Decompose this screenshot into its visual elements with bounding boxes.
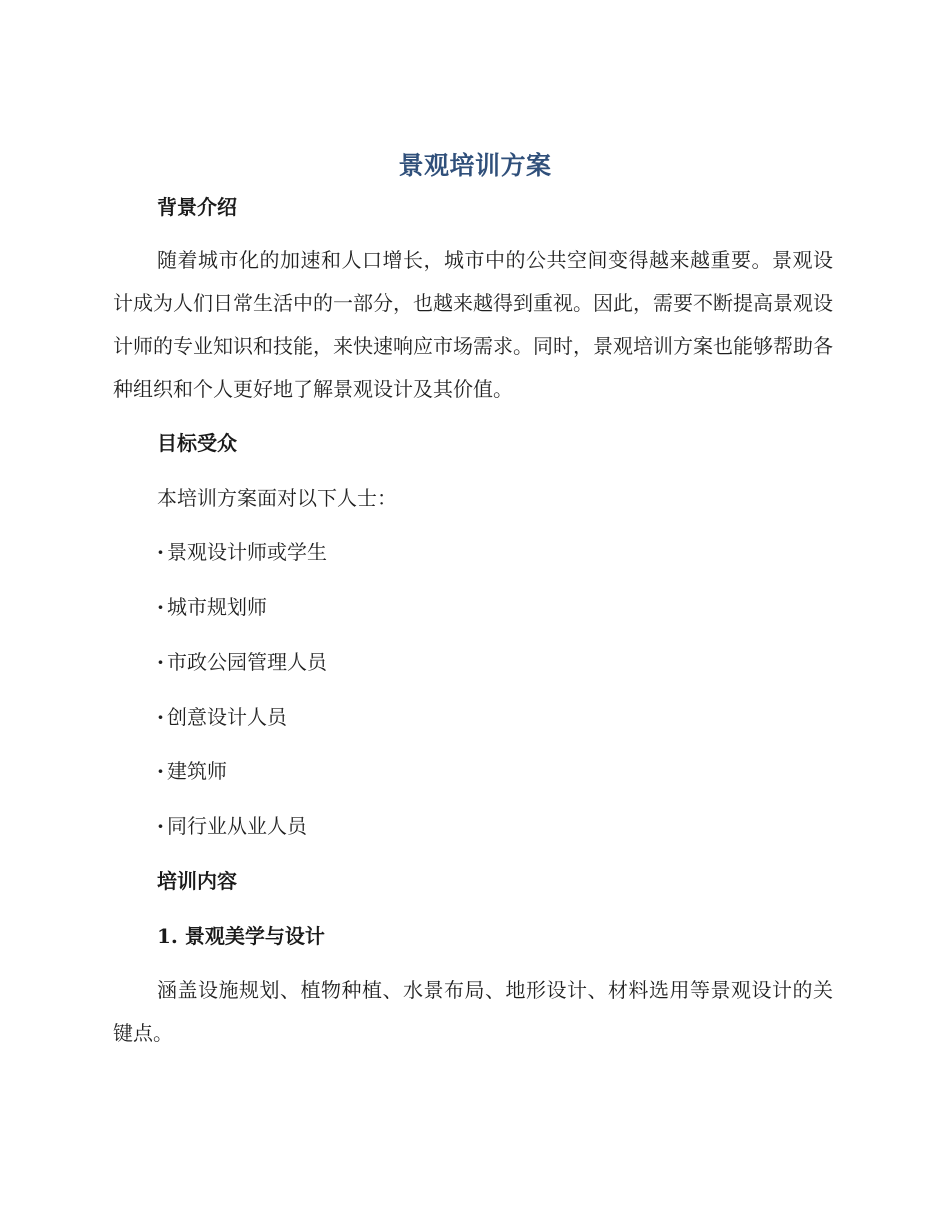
audience-item-label: 创意设计人员: [167, 705, 287, 729]
audience-list-item: [157, 648, 327, 676]
audience-item-label: 城市规划师: [167, 595, 267, 619]
background-paragraph: 随着城市化的加速和人口增长，城市中的公共空间变得越来越重要。景观设计成为人们日常生活中的一部分，也越来越得到重视。因此，需要不断提高景观设计师的专业知识和技能，来快速响应市场需求。同时，景观培训方案也能够帮助各种组织和个人更好地了解景观设计及其价值。: [113, 248, 833, 401]
bullet-icon: ·: [157, 759, 164, 783]
section-heading-content: 培训内容: [157, 869, 237, 893]
bullet-icon: ·: [157, 705, 164, 729]
section-heading-background: 背景介绍: [157, 195, 237, 219]
audience-intro: 本培训方案面对以下人士：: [157, 486, 397, 510]
bullet-icon: ·: [157, 814, 164, 838]
audience-list-item: [157, 757, 227, 785]
bullet-icon: ·: [157, 650, 164, 674]
subsection-heading-aesthetics: 1. 景观美学与设计: [157, 924, 325, 948]
bullet-icon: ·: [157, 595, 164, 619]
aesthetics-paragraph: 涵盖设施规划、植物种植、水景布局、地形设计、材料选用等景观设计的关键点。: [113, 978, 833, 1045]
audience-list-item: [157, 593, 267, 621]
audience-item-label: 建筑师: [167, 759, 227, 783]
audience-item-label: 景观设计师或学生: [167, 540, 327, 564]
audience-item-label: 市政公园管理人员: [167, 650, 327, 674]
audience-item-label: 同行业从业人员: [167, 814, 307, 838]
audience-list-item: [157, 538, 327, 566]
section-heading-audience: 目标受众: [157, 431, 237, 455]
bullet-icon: ·: [157, 540, 164, 564]
audience-list-item: [157, 703, 287, 731]
document-title: 景观培训方案: [398, 151, 552, 180]
audience-list-item: [157, 812, 307, 840]
